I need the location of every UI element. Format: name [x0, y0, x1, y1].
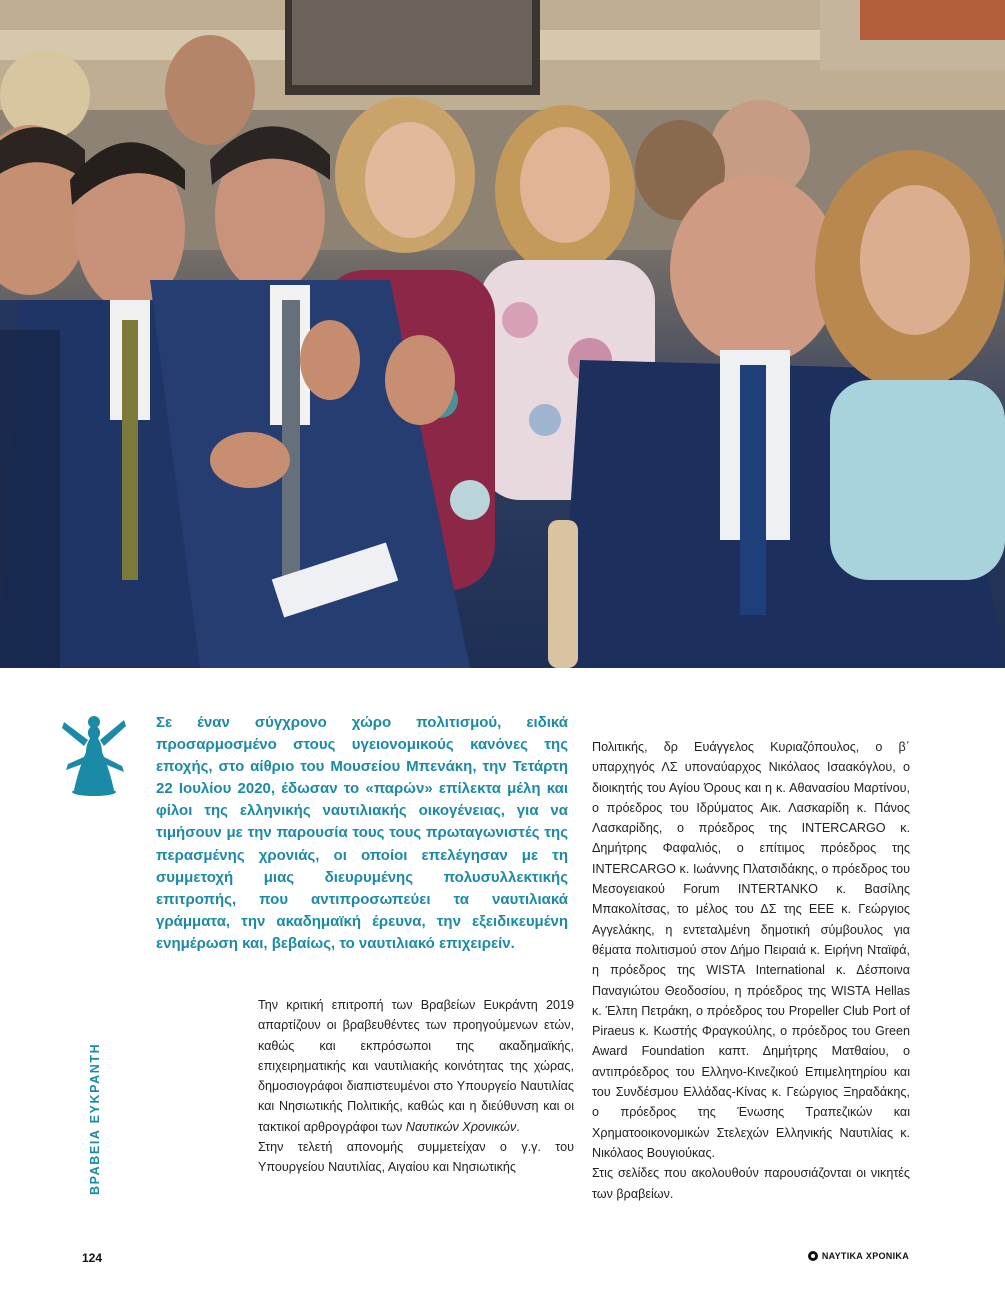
body-column-right: [592, 737, 910, 1204]
magazine-footer: [808, 1251, 909, 1261]
magazine-logo-icon: [808, 1251, 818, 1261]
left-paragraph-1-end: .: [516, 1119, 520, 1134]
section-tag: ΒΡΑΒΕΙΑ ΕΥΚΡΑΝΤΗ: [88, 1042, 102, 1195]
intro-paragraph: Σε έναν σύγχρονο χώρο πολιτισμού, ειδικά προσαρμοσμένο στους υγειονομικούς κανόνες της εποχής, στο αίθριο του Μουσείου Μπενάκη, την Τετάρτη 22 Ιουλίου 2020, έδωσαν το «παρών» επίλεκτα μέλη και φίλοι της ελληνικής ναυτιλιακής οικογένειας, για να τιμήσουν με την παρουσία τους τους πρωταγωνιστές της περασμένης χρονιάς, οι οποίοι επελέγησαν με τη συμμετοχή μιας διευρυμένης πολυσυλλεκτικής επιτροπής, που αντιπροσωπεύει τα ναυτιλιακά γράμματα, την ακαδημαϊκή έρευνα, την εξειδικευμένη ενημέρωση και, βεβαίως, το ναυτιλιακό επιχειρείν.: [156, 714, 568, 952]
right-paragraph-2: Στις σελίδες που ακολουθούν παρουσιάζονται οι νικητές των βραβείων.: [592, 1166, 910, 1201]
right-paragraph-1: Πολιτικής, δρ Ευάγγελος Κυριαζόπουλος, ο β΄ υπαρχηγός ΛΣ υποναύαρχος Νικόλαος Ισαακόγλου, ο διοικητής του Αγίου Όρους και η κ. Αθανασίου Μαρτίνου, ο πρόεδρος του Ιδρύματος Αικ. Λασκαρίδη κ. Πάνος Λασκαρίδης, ο πρόεδρος της INTERCARGO κ. Δημήτρης Φαφαλιός, ο επίτιμος πρόεδρος της INTERCARGO κ. Ιωάννης Πλατσιδάκης, ο πρόεδρος του Μεσογειακού Forum INTERTANKO κ. Βασίλης Μπακολίτσας, το μέλος του ΔΣ της ΕΕΕ κ. Γεώργιος Αγγελάκης, η εντεταλμένη δημοτική σύμβουλος για θέματα πολιτισμού στον Δήμο Πειραιά κ. Ειρήνη Νταϊφά, η πρόεδρος της WISTA International κ. Δέσποινα Παναγιώτου Θεοδοσίου, η πρόεδρος της WISTA Hellas κ. Έλπη Πετράκη, ο πρόεδρος του Propeller Club Port of Piraeus κ. Κωστής Φραγκούλης, ο πρόεδρος του Green Award Foundation καπτ. Δημήτρης Ματθαίου, ο αντιπρόεδρος του Ελληνο-Κινεζικού Επιμελητηρίου και του Συνδέσμου Ελλάδας-Κίνας κ. Γεώργιος Ξηραδάκης, ο πρόεδρος της Ένωσης Τραπεζικών και Χρηματοοικονομικών Στελεχών Ελληνικής Ναυτιλίας κ. Νικόλαος Βουγιούκας.: [592, 740, 910, 1160]
page-number: 124: [82, 1251, 103, 1265]
left-paragraph-2: Στην τελετή απονομής συμμετείχαν ο γ.γ. του Υπουργείου Ναυτιλίας, Αιγαίου και Νησιωτικής: [258, 1140, 574, 1175]
left-paragraph-1: [258, 995, 574, 1137]
body-column-left: [258, 995, 574, 1178]
winged-figure-logo-icon: [60, 712, 128, 796]
magazine-title: ΝΑΥΤΙΚΑ ΧΡΟΝΙΚΑ: [821, 1251, 909, 1261]
left-paragraph-1-text: Την κριτική επιτροπή των Βραβείων Ευκράντη 2019 απαρτίζουν οι βραβευθέντες των προηγούμενων ετών, καθώς και εκπρόσωποι της ακαδημαϊκής, επιχειρηματικής και ναυτιλιακής κοινότητας της χώρας, δημοσιογράφοι διαπιστευμένοι στο Υπουργείο Ναυτιλίας και Νησιωτικής Πολιτικής, καθώς και η διεύθυνση και οι τακτικοί αρθρογράφοι των: [258, 998, 574, 1134]
magazine-name-italic: Ναυτικών Χρονικών: [405, 1119, 517, 1134]
